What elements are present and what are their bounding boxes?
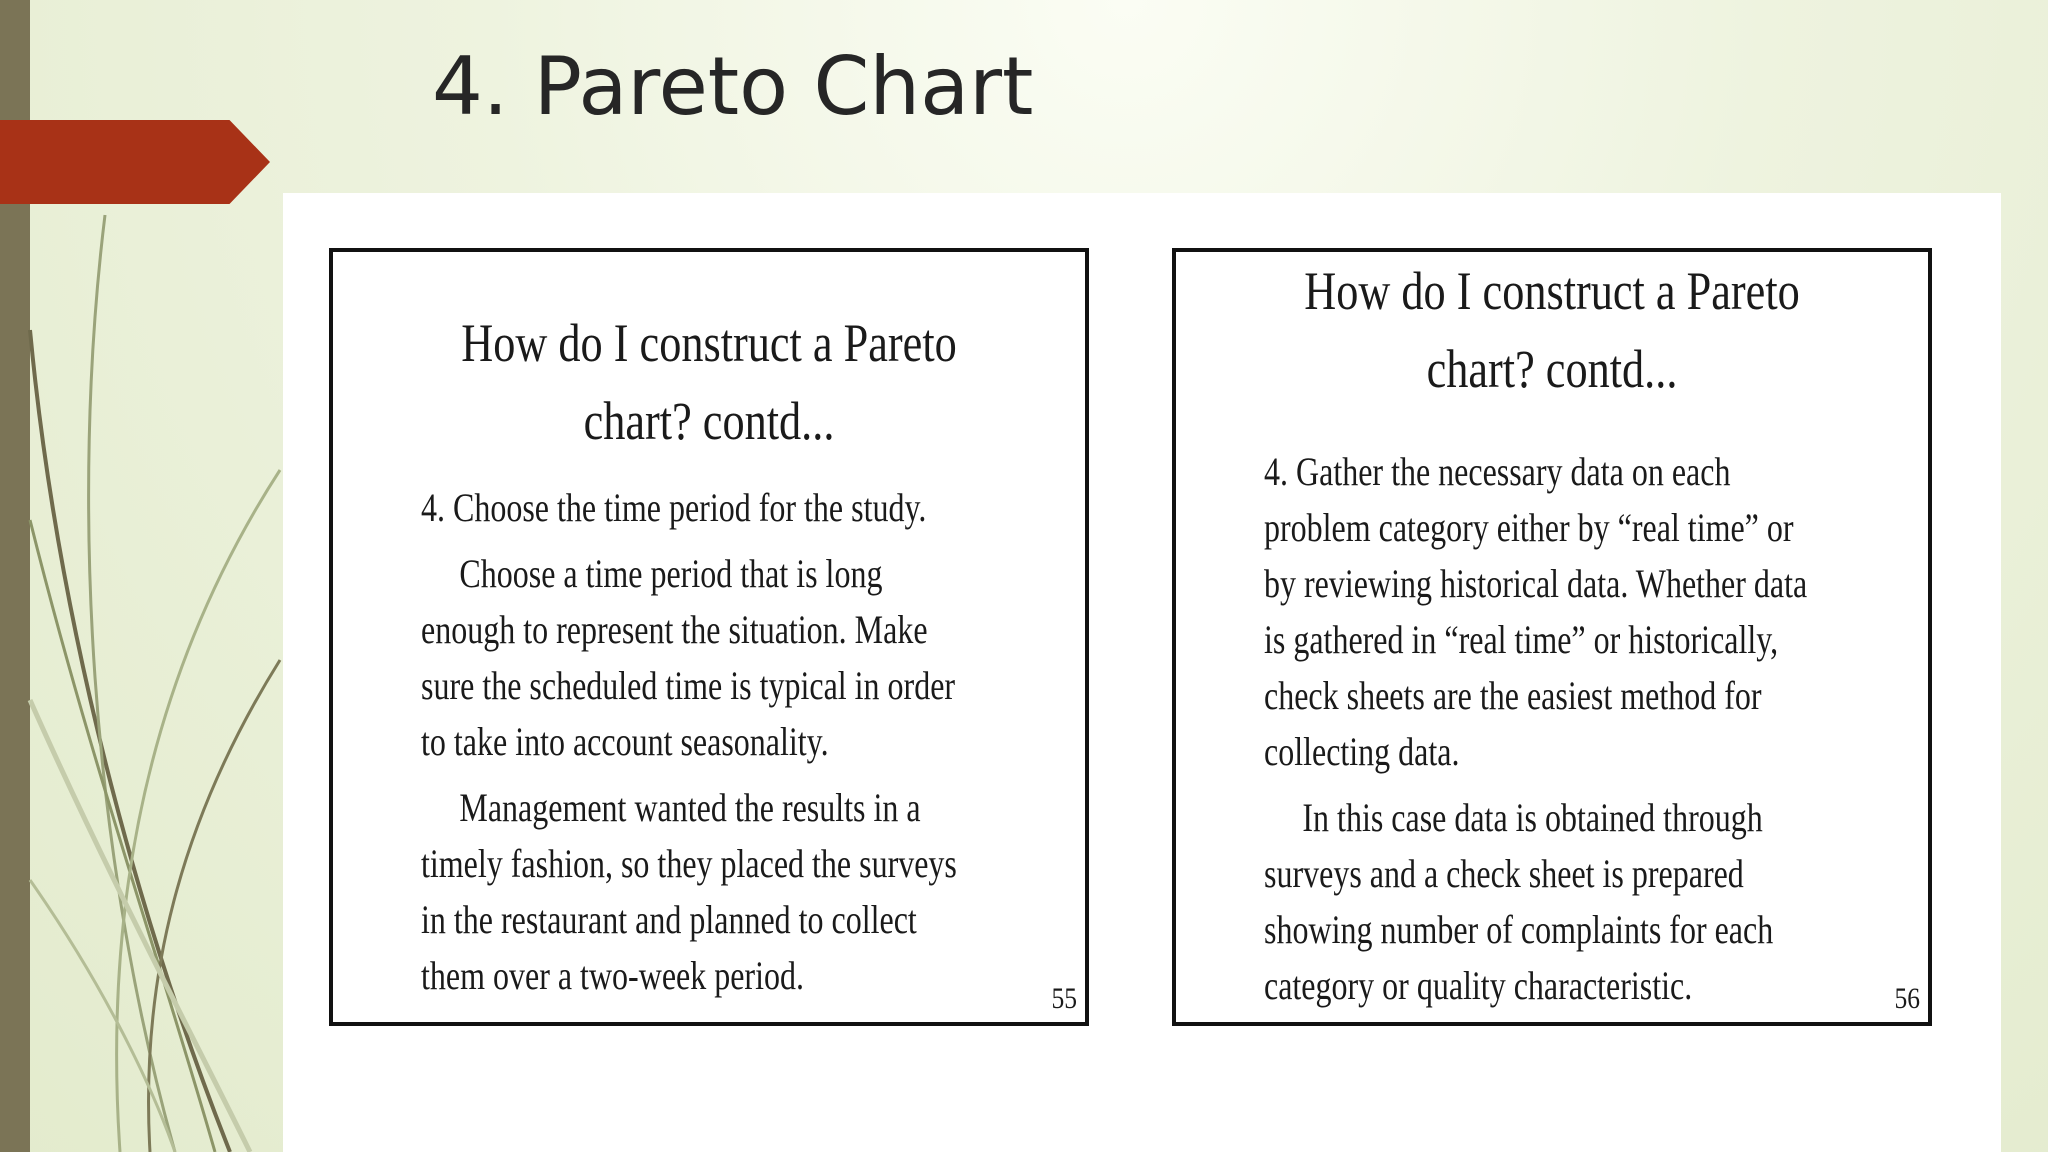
slide-paragraph: 4. Gather the necessary data on each problem category either by “real time” or by reviewing historical data. Whether data is gathered in “real time” or historically, check sheets are the easiest method for collecting data. [1264, 449, 1808, 774]
slide-heading [1244, 252, 1861, 408]
slide-paragraph: Choose a time period that is long enough to represent the situation. Make sure the scheduled time is typical in order to take into account seasonality. [421, 551, 956, 764]
slide-heading-line: How do I construct a Pareto [461, 313, 957, 373]
slide-heading-line: chart? contd... [1426, 339, 1678, 399]
slide-body [421, 480, 981, 1014]
page-title: 4. Pareto Chart [432, 40, 1034, 133]
slide-paragraph: Management wanted the results in a timely fashion, so they placed the surveys in the restaurant and planned to collect them over a two-week period. [421, 785, 957, 998]
slide-thumbnail-55 [329, 248, 1089, 1026]
slide-thumbnail-56 [1172, 248, 1932, 1026]
title-arrow-tab [0, 120, 270, 204]
slide-paragraph: In this case data is obtained through surveys and a check sheet is prepared showing number of complaints for each category or quality characteristic. [1264, 795, 1774, 1008]
slide-paragraph: 4. Choose the time period for the study. [421, 485, 927, 530]
slide-body [1264, 444, 1824, 1024]
slide-number: 55 [1051, 982, 1077, 1015]
slide-heading-line: How do I construct a Pareto [1304, 261, 1800, 321]
slide-number: 56 [1894, 982, 1920, 1015]
slide-heading [401, 304, 1018, 460]
slide-heading-line: chart? contd... [583, 391, 835, 451]
content-panel [283, 193, 2001, 1152]
